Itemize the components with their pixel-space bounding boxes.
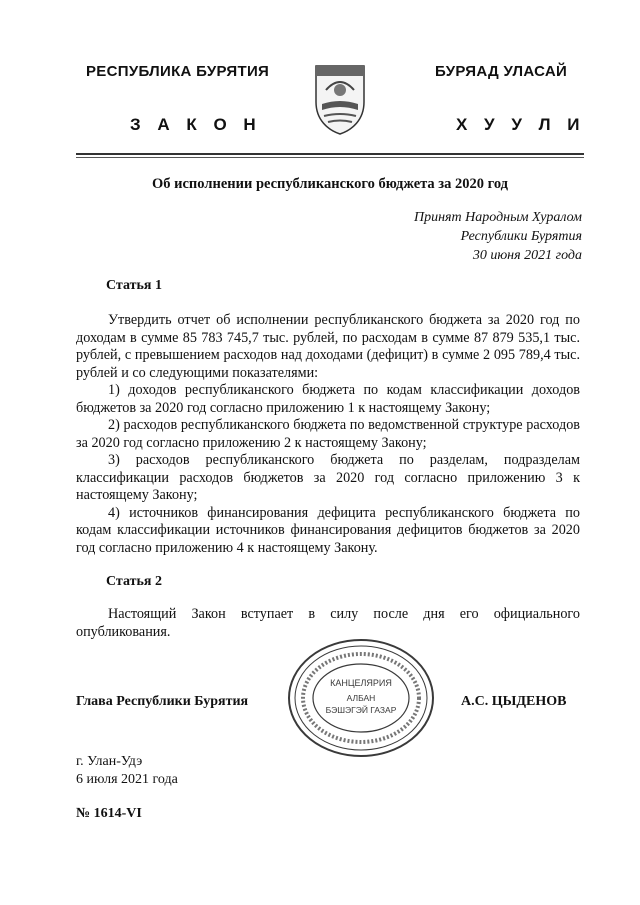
stamp-line: АЛБАН bbox=[346, 693, 376, 703]
adoption-note bbox=[414, 208, 582, 265]
signatory-position: Глава Республики Бурятия bbox=[76, 694, 249, 709]
header-left-law: З А К О Н bbox=[130, 115, 262, 134]
paragraph: 2) расходов республиканского бюджета по ведомственной структуре расходов за 2020 год согласно приложению 2 к настоящему Закону; bbox=[76, 417, 580, 451]
stamp-seal bbox=[286, 637, 436, 759]
paragraph: Настоящий Закон вступает в силу после дня его официального опубликования. bbox=[76, 606, 580, 640]
adoption-line: 30 июня 2021 года bbox=[472, 248, 582, 263]
adoption-line: Республики Бурятия bbox=[460, 229, 582, 244]
adoption-line: Принят Народным Хуралом bbox=[413, 210, 582, 225]
article-2-body bbox=[76, 606, 580, 641]
header-left-title: РЕСПУБЛИКА БУРЯТИЯ bbox=[86, 63, 270, 80]
paragraph: Утвердить отчет об исполнении республиканского бюджета за 2020 год по доходам в сумме 85 783 745,7 тыс. рублей, по расходам в сумме 87 879 535,1 тыс. рублей, с превышением расходов над доходами (дефицит) в сумме 2 095 789,4 тыс. рублей и со следующими показателями: bbox=[76, 312, 580, 381]
header-right-title: БУРЯАД УЛАСАЙ bbox=[435, 63, 568, 80]
article-1-body bbox=[76, 312, 580, 557]
document-title: Об исполнении республиканского бюджета за 2020 год bbox=[151, 176, 509, 192]
paragraph: 3) расходов республиканского бюджета по разделам, подразделам классификации расходов бюджетов за 2020 год согласно приложению 3 к настоящему Закону; bbox=[76, 452, 580, 503]
article-2-heading: Статья 2 bbox=[106, 574, 162, 589]
article-1-heading: Статья 1 bbox=[106, 278, 162, 293]
paragraph: 1) доходов республиканского бюджета по кодам классификации доходов бюджетов за 2020 год согласно приложению 1 к настоящему Закону; bbox=[76, 382, 580, 416]
date: 6 июля 2021 года bbox=[76, 772, 178, 787]
header-right-law: Х У У Л И bbox=[456, 115, 586, 134]
place: г. Улан-Удэ bbox=[76, 754, 143, 769]
stamp-line: БЭШЭГЭЙ ГАЗАР bbox=[325, 705, 397, 715]
signatory-name: А.С. ЦЫДЕНОВ bbox=[461, 694, 567, 709]
coat-of-arms-icon bbox=[312, 60, 368, 136]
paragraph: 4) источников финансирования дефицита республиканского бюджета по кодам классификации источников финансирования дефицитов бюджетов за 2020 год согласно приложению 4 к настоящему Закону. bbox=[76, 504, 580, 556]
law-number: № 1614-VI bbox=[76, 806, 142, 821]
header-rule-thin bbox=[76, 157, 584, 158]
header-rule-thick bbox=[76, 153, 584, 155]
stamp-line: КАНЦЕЛЯРИЯ bbox=[330, 678, 392, 688]
